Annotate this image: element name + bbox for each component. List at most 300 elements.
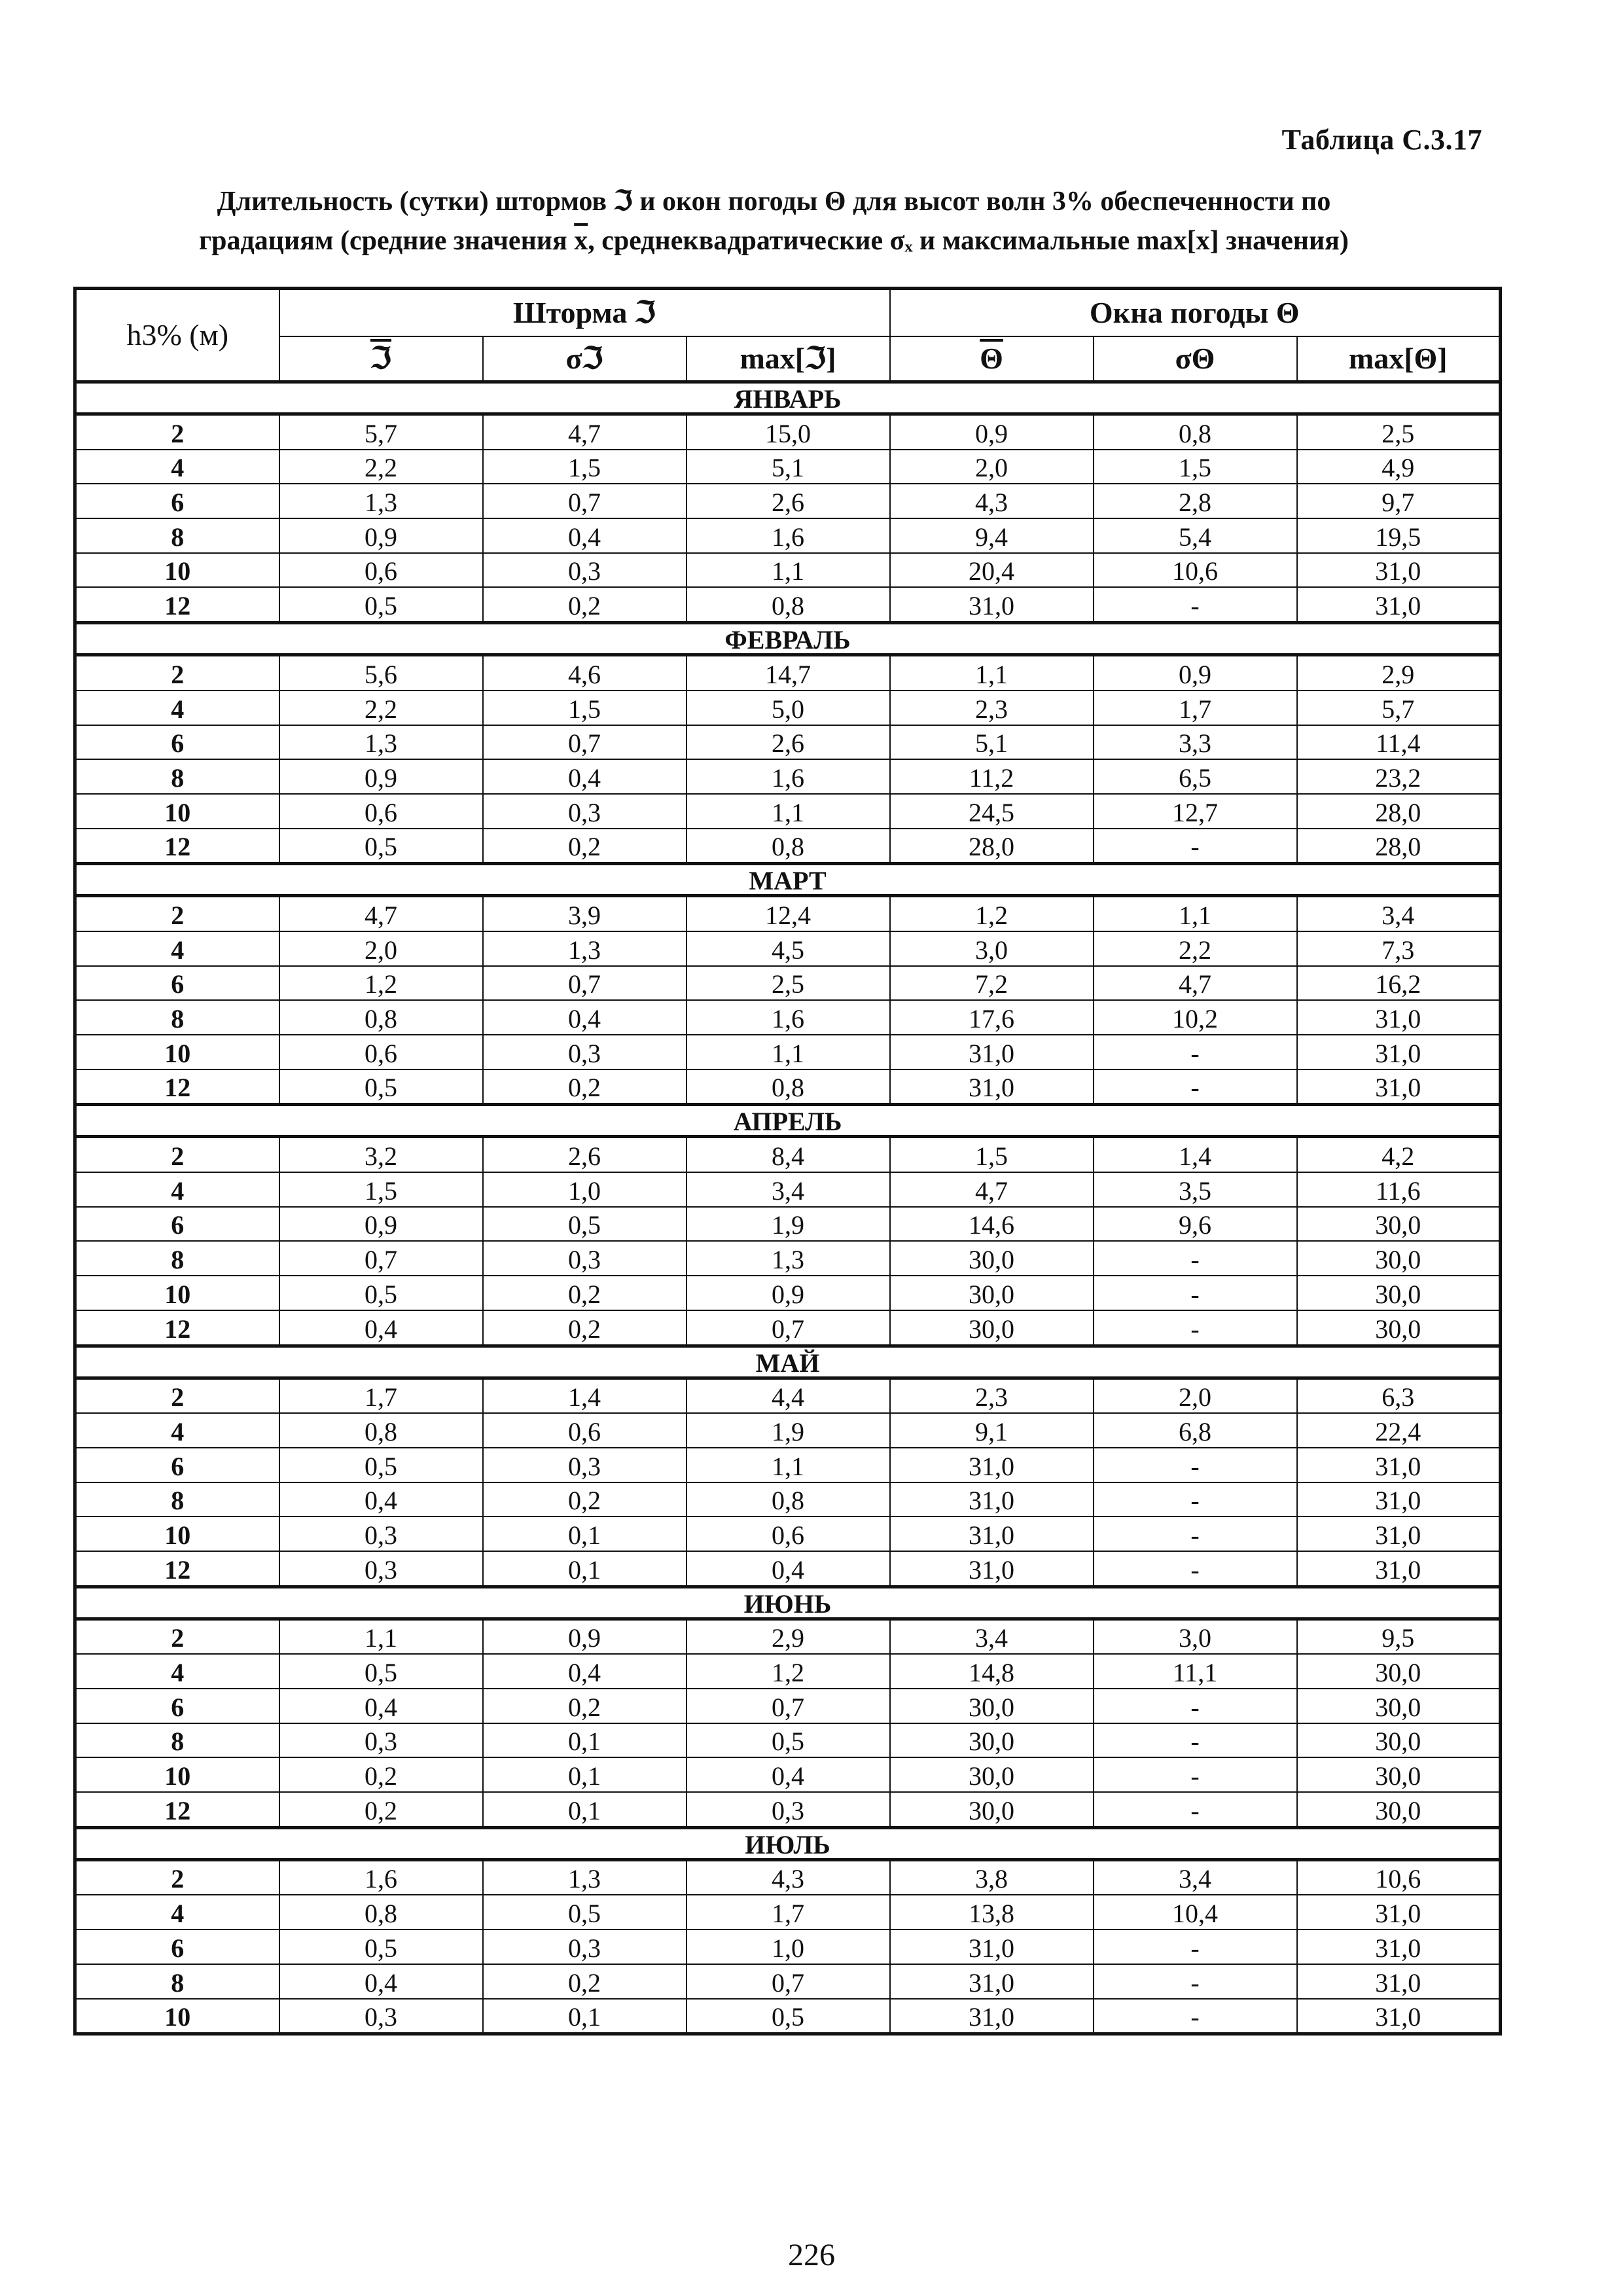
table-row (75, 1378, 1501, 1413)
table-row (75, 1929, 1501, 1964)
table-row (75, 414, 1501, 450)
value-cell: 1,5 (483, 691, 687, 725)
storm-mean-header: ℑ (279, 336, 483, 382)
value-cell: 0,8 (687, 829, 890, 864)
value-cell: 4,5 (687, 931, 890, 966)
value-cell: 0,7 (687, 1689, 890, 1723)
value-cell: 28,0 (1297, 794, 1501, 829)
wave-height-cell: 6 (75, 1448, 279, 1482)
wave-height-cell: 12 (75, 1792, 279, 1827)
value-cell: - (1094, 1999, 1297, 2034)
value-cell: 1,4 (1094, 1137, 1297, 1172)
value-cell: 1,3 (483, 1859, 687, 1895)
value-cell: 0,3 (279, 1551, 483, 1587)
month-row (75, 382, 1501, 414)
month-row (75, 1827, 1501, 1859)
value-cell: 2,8 (1094, 484, 1297, 518)
value-cell: 0,3 (483, 794, 687, 829)
table-row (75, 759, 1501, 794)
value-cell: 4,3 (687, 1859, 890, 1895)
value-cell: 31,0 (890, 587, 1094, 622)
value-cell: 5,7 (279, 414, 483, 450)
value-cell: - (1094, 1689, 1297, 1723)
wave-height-cell: 2 (75, 1619, 279, 1654)
table-row (75, 1137, 1501, 1172)
value-cell: 2,2 (1094, 931, 1297, 966)
page-number: 226 (788, 2238, 835, 2272)
value-cell: 30,0 (890, 1276, 1094, 1310)
value-cell: 30,0 (1297, 1654, 1501, 1689)
value-cell: 13,8 (890, 1895, 1094, 1929)
mean-x-symbol: $\overline{x}$ (574, 226, 588, 256)
value-cell: 10,6 (1297, 1859, 1501, 1895)
value-cell: 1,2 (890, 896, 1094, 931)
value-cell: 1,1 (687, 1035, 890, 1069)
value-cell: - (1094, 1448, 1297, 1482)
month-row (75, 623, 1501, 655)
table-row (75, 691, 1501, 725)
value-cell: 3,0 (1094, 1619, 1297, 1654)
value-cell: - (1094, 1241, 1297, 1276)
wave-height-cell: 12 (75, 829, 279, 864)
storm-max-header: max[ℑ] (687, 336, 890, 382)
value-cell: 1,6 (687, 518, 890, 553)
value-cell: 0,5 (279, 1929, 483, 1964)
wave-height-cell: 8 (75, 1964, 279, 1999)
value-cell: 30,0 (1297, 1723, 1501, 1758)
table-row (75, 1999, 1501, 2034)
value-cell: 31,0 (890, 1929, 1094, 1964)
storm-window-table (73, 287, 1502, 2036)
wave-height-cell: 2 (75, 414, 279, 450)
value-cell: - (1094, 829, 1297, 864)
value-cell: 0,3 (279, 1723, 483, 1758)
value-cell: 3,0 (890, 931, 1094, 966)
value-cell: 6,8 (1094, 1413, 1297, 1448)
wave-height-cell: 8 (75, 1000, 279, 1035)
value-cell: 4,7 (890, 1172, 1094, 1207)
wave-height-cell: 12 (75, 1551, 279, 1587)
value-cell: 10,2 (1094, 1000, 1297, 1035)
value-cell: 0,9 (279, 759, 483, 794)
value-cell: 1,6 (279, 1859, 483, 1895)
value-cell: 0,5 (279, 1448, 483, 1482)
table-row (75, 484, 1501, 518)
windows-group-header: Окна погоды Θ (890, 289, 1501, 337)
value-cell: 0,1 (483, 1551, 687, 1587)
wave-height-cell: 6 (75, 966, 279, 1001)
value-cell: 0,2 (483, 829, 687, 864)
value-cell: 0,5 (279, 587, 483, 622)
value-cell: 0,4 (483, 518, 687, 553)
value-cell: 0,9 (279, 518, 483, 553)
value-cell: 0,2 (483, 1964, 687, 1999)
value-cell: 12,4 (687, 896, 890, 931)
table-row (75, 1895, 1501, 1929)
value-cell: 2,0 (279, 931, 483, 966)
value-cell: 0,7 (279, 1241, 483, 1276)
value-cell: 1,7 (1094, 691, 1297, 725)
wave-height-cell: 10 (75, 794, 279, 829)
wave-height-cell: 6 (75, 484, 279, 518)
wave-height-cell: 8 (75, 1482, 279, 1517)
wave-height-cell: 10 (75, 553, 279, 588)
table-row (75, 1964, 1501, 1999)
value-cell: 0,3 (279, 1999, 483, 2034)
value-cell: 31,0 (1297, 1516, 1501, 1551)
value-cell: 7,3 (1297, 931, 1501, 966)
value-cell: 2,3 (890, 1378, 1094, 1413)
table-row (75, 1689, 1501, 1723)
title-line-2-end: , среднеквадратические σₓ и максимальные max[x] значения) (588, 226, 1349, 256)
wave-height-cell: 12 (75, 587, 279, 622)
value-cell: 1,5 (279, 1172, 483, 1207)
value-cell: 0,3 (483, 1448, 687, 1482)
value-cell: 0,8 (279, 1413, 483, 1448)
value-cell: 6,3 (1297, 1378, 1501, 1413)
table-row (75, 725, 1501, 760)
table-row (75, 655, 1501, 691)
table-row (75, 896, 1501, 931)
value-cell: 3,2 (279, 1137, 483, 1172)
value-cell: 0,3 (483, 1035, 687, 1069)
table-row (75, 1069, 1501, 1105)
value-cell: 8,4 (687, 1137, 890, 1172)
value-cell: 1,2 (687, 1654, 890, 1689)
value-cell: 1,1 (687, 1448, 890, 1482)
wave-height-header: h3% (м) (75, 289, 279, 382)
value-cell: 30,0 (1297, 1207, 1501, 1242)
value-cell: 0,9 (687, 1276, 890, 1310)
value-cell: 0,8 (279, 1895, 483, 1929)
value-cell: - (1094, 1551, 1297, 1587)
month-label: ФЕВРАЛЬ (75, 623, 1501, 655)
value-cell: 3,5 (1094, 1172, 1297, 1207)
value-cell: 9,1 (890, 1413, 1094, 1448)
wave-height-cell: 12 (75, 1069, 279, 1105)
value-cell: 4,3 (890, 484, 1094, 518)
window-sd-header: σΘ (1094, 336, 1297, 382)
table-row (75, 587, 1501, 622)
value-cell: 0,5 (483, 1895, 687, 1929)
value-cell: 1,5 (483, 450, 687, 484)
wave-height-cell: 2 (75, 1137, 279, 1172)
value-cell: 14,6 (890, 1207, 1094, 1242)
value-cell: 3,4 (1297, 896, 1501, 931)
value-cell: - (1094, 1276, 1297, 1310)
value-cell: 30,0 (890, 1689, 1094, 1723)
table-row (75, 1516, 1501, 1551)
value-cell: 28,0 (1297, 829, 1501, 864)
wave-height-cell: 4 (75, 1413, 279, 1448)
table-row (75, 553, 1501, 588)
wave-height-cell: 2 (75, 896, 279, 931)
value-cell: - (1094, 1482, 1297, 1517)
value-cell: 0,7 (483, 966, 687, 1001)
value-cell: - (1094, 1069, 1297, 1105)
value-cell: 1,3 (279, 484, 483, 518)
value-cell: 31,0 (1297, 1895, 1501, 1929)
value-cell: 11,6 (1297, 1172, 1501, 1207)
table-caption: Таблица С.3.17 (1281, 124, 1482, 156)
table-row (75, 829, 1501, 864)
value-cell: 0,6 (483, 1413, 687, 1448)
value-cell: 30,0 (1297, 1689, 1501, 1723)
value-cell: 11,2 (890, 759, 1094, 794)
value-cell: 10,6 (1094, 553, 1297, 588)
value-cell: 1,2 (279, 966, 483, 1001)
value-cell: 1,6 (687, 759, 890, 794)
value-cell: 31,0 (1297, 1999, 1501, 2034)
table-row (75, 1413, 1501, 1448)
value-cell: 30,0 (890, 1757, 1094, 1792)
month-row (75, 1587, 1501, 1619)
table-row (75, 966, 1501, 1001)
value-cell: 0,5 (279, 1654, 483, 1689)
value-cell: 0,4 (483, 759, 687, 794)
value-cell: 31,0 (1297, 1035, 1501, 1069)
value-cell: 0,3 (279, 1516, 483, 1551)
storms-group-header: Шторма ℑ (279, 289, 890, 337)
month-label: ИЮНЬ (75, 1587, 1501, 1619)
value-cell: 9,7 (1297, 484, 1501, 518)
value-cell: 0,8 (279, 1000, 483, 1035)
value-cell: 2,5 (687, 966, 890, 1001)
value-cell: 31,0 (890, 1482, 1094, 1517)
value-cell: - (1094, 1964, 1297, 1999)
value-cell: 31,0 (1297, 1964, 1501, 1999)
value-cell: 31,0 (890, 1516, 1094, 1551)
wave-height-cell: 4 (75, 1895, 279, 1929)
value-cell: 0,2 (279, 1792, 483, 1827)
value-cell: 22,4 (1297, 1413, 1501, 1448)
value-cell: 0,7 (483, 484, 687, 518)
wave-height-cell: 4 (75, 691, 279, 725)
value-cell: 1,1 (1094, 896, 1297, 931)
table-row (75, 1448, 1501, 1482)
wave-height-cell: 8 (75, 518, 279, 553)
month-label: МАРТ (75, 864, 1501, 896)
value-cell: 0,4 (279, 1310, 483, 1346)
value-cell: 30,0 (890, 1792, 1094, 1827)
value-cell: 0,9 (890, 414, 1094, 450)
value-cell: 20,4 (890, 553, 1094, 588)
value-cell: 0,5 (687, 1723, 890, 1758)
value-cell: 3,4 (687, 1172, 890, 1207)
table-row (75, 1482, 1501, 1517)
value-cell: 17,6 (890, 1000, 1094, 1035)
table-title (65, 182, 1482, 260)
value-cell: 2,2 (279, 691, 483, 725)
table-row (75, 518, 1501, 553)
wave-height-cell: 8 (75, 759, 279, 794)
value-cell: 31,0 (890, 1964, 1094, 1999)
value-cell: 11,1 (1094, 1654, 1297, 1689)
value-cell: 0,3 (483, 1241, 687, 1276)
value-cell: 0,2 (483, 1689, 687, 1723)
value-cell: 2,3 (890, 691, 1094, 725)
value-cell: 0,1 (483, 1723, 687, 1758)
value-cell: 30,0 (890, 1723, 1094, 1758)
title-line-2 (65, 221, 1482, 260)
value-cell: - (1094, 1757, 1297, 1792)
wave-height-cell: 6 (75, 725, 279, 760)
table-row (75, 1757, 1501, 1792)
wave-height-cell: 6 (75, 1689, 279, 1723)
value-cell: 3,4 (1094, 1859, 1297, 1895)
wave-height-cell: 6 (75, 1207, 279, 1242)
value-cell: 0,6 (279, 553, 483, 588)
value-cell: 1,1 (687, 794, 890, 829)
wave-height-cell: 6 (75, 1929, 279, 1964)
value-cell: 0,5 (687, 1999, 890, 2034)
value-cell: - (1094, 1929, 1297, 1964)
value-cell: 0,3 (483, 1929, 687, 1964)
value-cell: 0,5 (279, 1276, 483, 1310)
wave-height-cell: 4 (75, 450, 279, 484)
wave-height-cell: 2 (75, 1859, 279, 1895)
value-cell: 30,0 (1297, 1276, 1501, 1310)
window-max-header: max[Θ] (1297, 336, 1501, 382)
value-cell: 0,1 (483, 1516, 687, 1551)
title-line-2-start: градациям (средние значения (199, 226, 575, 256)
table-row (75, 1172, 1501, 1207)
value-cell: 14,7 (687, 655, 890, 691)
value-cell: 5,1 (687, 450, 890, 484)
wave-height-cell: 4 (75, 1172, 279, 1207)
value-cell: 0,4 (483, 1000, 687, 1035)
value-cell: 1,1 (687, 553, 890, 588)
value-cell: 14,8 (890, 1654, 1094, 1689)
value-cell: 0,3 (687, 1792, 890, 1827)
value-cell: 0,9 (483, 1619, 687, 1654)
wave-height-cell: 10 (75, 1757, 279, 1792)
value-cell: 4,7 (483, 414, 687, 450)
value-cell: 16,2 (1297, 966, 1501, 1001)
value-cell: 0,6 (687, 1516, 890, 1551)
value-cell: 1,4 (483, 1378, 687, 1413)
value-cell: 4,9 (1297, 450, 1501, 484)
value-cell: 0,8 (687, 1482, 890, 1517)
value-cell: - (1094, 1035, 1297, 1069)
value-cell: 1,1 (890, 655, 1094, 691)
wave-height-cell: 10 (75, 1276, 279, 1310)
value-cell: 0,1 (483, 1792, 687, 1827)
value-cell: 0,7 (687, 1310, 890, 1346)
value-cell: 31,0 (1297, 553, 1501, 588)
wave-height-cell: 2 (75, 655, 279, 691)
value-cell: 1,0 (483, 1172, 687, 1207)
value-cell: 4,7 (1094, 966, 1297, 1001)
value-cell: 0,2 (483, 587, 687, 622)
value-cell: 0,4 (279, 1689, 483, 1723)
value-cell: 1,1 (279, 1619, 483, 1654)
value-cell: 1,3 (687, 1241, 890, 1276)
value-cell: 3,9 (483, 896, 687, 931)
month-row (75, 1105, 1501, 1137)
value-cell: 31,0 (890, 1448, 1094, 1482)
value-cell: - (1094, 1310, 1297, 1346)
month-label: ЯНВАРЬ (75, 382, 1501, 414)
wave-height-cell: 2 (75, 1378, 279, 1413)
value-cell: 31,0 (890, 1069, 1094, 1105)
title-line-1: Длительность (сутки) штормов ℑ и окон погоды Θ для высот волн 3% обеспеченности по (217, 187, 1331, 217)
value-cell: 1,9 (687, 1413, 890, 1448)
value-cell: 30,0 (1297, 1310, 1501, 1346)
wave-height-cell: 8 (75, 1241, 279, 1276)
value-cell: 15,0 (687, 414, 890, 450)
value-cell: 1,6 (687, 1000, 890, 1035)
value-cell: 0,4 (687, 1757, 890, 1792)
value-cell: 31,0 (890, 1035, 1094, 1069)
value-cell: 1,7 (687, 1895, 890, 1929)
value-cell: 0,2 (483, 1069, 687, 1105)
value-cell: 5,7 (1297, 691, 1501, 725)
value-cell: 2,6 (687, 484, 890, 518)
value-cell: 0,1 (483, 1757, 687, 1792)
storm-sd-header: σℑ (483, 336, 687, 382)
table-row (75, 1241, 1501, 1276)
value-cell: 11,4 (1297, 725, 1501, 760)
value-cell: 0,9 (1094, 655, 1297, 691)
value-cell: 4,4 (687, 1378, 890, 1413)
value-cell: 0,9 (279, 1207, 483, 1242)
value-cell: - (1094, 1792, 1297, 1827)
value-cell: 1,7 (279, 1378, 483, 1413)
value-cell: 4,6 (483, 655, 687, 691)
table-row (75, 1000, 1501, 1035)
value-cell: 1,5 (890, 1137, 1094, 1172)
value-cell: 0,8 (687, 587, 890, 622)
value-cell: 30,0 (1297, 1757, 1501, 1792)
value-cell: 0,5 (483, 1207, 687, 1242)
value-cell: 30,0 (890, 1310, 1094, 1346)
value-cell: 31,0 (890, 1551, 1094, 1587)
table-row (75, 794, 1501, 829)
value-cell: 31,0 (1297, 1551, 1501, 1587)
wave-height-cell: 12 (75, 1310, 279, 1346)
value-cell: 0,8 (1094, 414, 1297, 450)
value-cell: 2,0 (890, 450, 1094, 484)
value-cell: 2,6 (483, 1137, 687, 1172)
month-row (75, 864, 1501, 896)
table-row (75, 1035, 1501, 1069)
value-cell: 2,5 (1297, 414, 1501, 450)
value-cell: - (1094, 1516, 1297, 1551)
value-cell: 0,6 (279, 794, 483, 829)
value-cell: 2,0 (1094, 1378, 1297, 1413)
value-cell: 0,1 (483, 1999, 687, 2034)
value-cell: 0,4 (279, 1482, 483, 1517)
wave-height-cell: 10 (75, 1999, 279, 2034)
wave-height-cell: 10 (75, 1035, 279, 1069)
value-cell: 5,1 (890, 725, 1094, 760)
table-row (75, 1859, 1501, 1895)
value-cell: 0,5 (279, 1069, 483, 1105)
value-cell: 0,7 (483, 725, 687, 760)
value-cell: 4,2 (1297, 1137, 1501, 1172)
value-cell: 0,8 (687, 1069, 890, 1105)
value-cell: 5,4 (1094, 518, 1297, 553)
value-cell: 3,4 (890, 1619, 1094, 1654)
value-cell: 0,7 (687, 1964, 890, 1999)
value-cell: 1,5 (1094, 450, 1297, 484)
table-row (75, 1723, 1501, 1758)
table-row (75, 1310, 1501, 1346)
value-cell: 6,5 (1094, 759, 1297, 794)
wave-height-cell: 10 (75, 1516, 279, 1551)
value-cell: 31,0 (1297, 1448, 1501, 1482)
